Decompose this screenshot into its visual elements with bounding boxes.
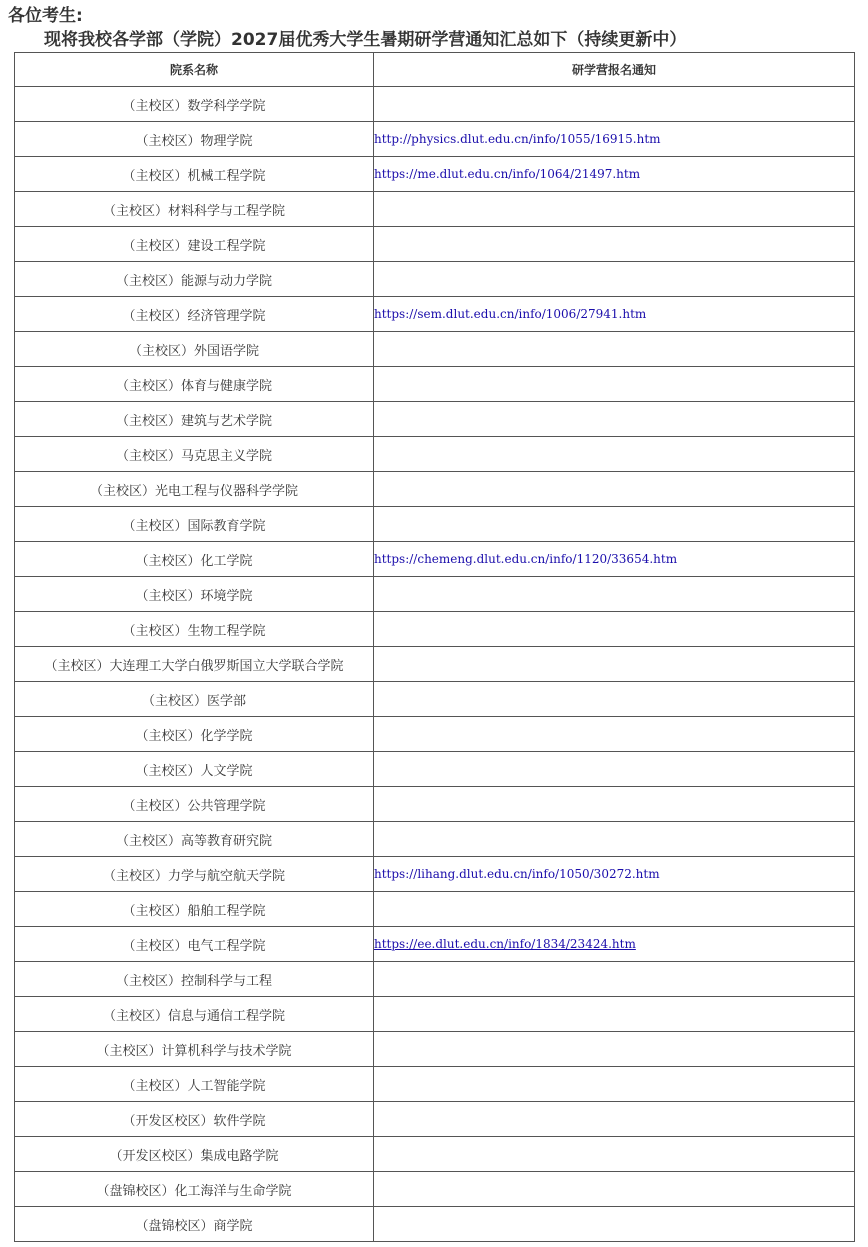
department-name: （主校区）数学科学学院 [15, 87, 374, 122]
notice-cell [374, 507, 855, 542]
notice-cell [374, 542, 855, 577]
notice-cell [374, 647, 855, 682]
department-name: （主校区）船舶工程学院 [15, 892, 374, 927]
table-row [15, 87, 855, 122]
table-row [15, 507, 855, 542]
notice-cell [374, 752, 855, 787]
notice-cell [374, 227, 855, 262]
table-row [15, 892, 855, 927]
department-name: （主校区）材料科学与工程学院 [15, 192, 374, 227]
table-row [15, 787, 855, 822]
table-row [15, 332, 855, 367]
table-row [15, 1207, 855, 1242]
department-name: （主校区）建筑与艺术学院 [15, 402, 374, 437]
notice-cell [374, 717, 855, 752]
department-name: （主校区）能源与动力学院 [15, 262, 374, 297]
notice-cell [374, 367, 855, 402]
notice-cell [374, 402, 855, 437]
table-row [15, 962, 855, 997]
notice-cell [374, 682, 855, 717]
notice-table [14, 52, 855, 1242]
notice-cell [374, 1137, 855, 1172]
notice-cell [374, 1172, 855, 1207]
notice-link[interactable]: https://ee.dlut.edu.cn/info/1834/23424.htm [374, 937, 636, 951]
intro-heading: 现将我校各学部（学院）2027届优秀大学生暑期研学营通知汇总如下（持续更新中） [44, 30, 687, 50]
department-name: （主校区）建设工程学院 [15, 227, 374, 262]
notice-cell [374, 787, 855, 822]
notice-cell [374, 262, 855, 297]
notice-cell [374, 297, 855, 332]
notice-link[interactable]: https://sem.dlut.edu.cn/info/1006/27941.htm [374, 307, 647, 321]
greeting-text: 各位考生: [8, 6, 83, 26]
department-name: （主校区）人工智能学院 [15, 1067, 374, 1102]
table-row [15, 297, 855, 332]
department-name: （开发区校区）集成电路学院 [15, 1137, 374, 1172]
notice-link[interactable]: http://physics.dlut.edu.cn/info/1055/16915.htm [374, 132, 661, 146]
department-name: （主校区）电气工程学院 [15, 927, 374, 962]
table-row [15, 1172, 855, 1207]
table-row [15, 997, 855, 1032]
table-row [15, 577, 855, 612]
header-notice: 研学营报名通知 [374, 53, 855, 87]
department-name: （主校区）控制科学与工程 [15, 962, 374, 997]
notice-cell [374, 437, 855, 472]
table-row [15, 682, 855, 717]
table-row [15, 752, 855, 787]
notice-cell [374, 472, 855, 507]
department-name: （主校区）医学部 [15, 682, 374, 717]
notice-cell [374, 822, 855, 857]
notice-cell [374, 332, 855, 367]
table-row [15, 822, 855, 857]
table-row [15, 927, 855, 962]
department-name: （主校区）公共管理学院 [15, 787, 374, 822]
table-row [15, 227, 855, 262]
department-name: （主校区）信息与通信工程学院 [15, 997, 374, 1032]
department-name: （主校区）外国语学院 [15, 332, 374, 367]
table-header-row [15, 53, 855, 87]
table-row [15, 1067, 855, 1102]
table-row [15, 1032, 855, 1067]
department-name: （主校区）物理学院 [15, 122, 374, 157]
notice-cell [374, 1032, 855, 1067]
department-name: （主校区）体育与健康学院 [15, 367, 374, 402]
table-row [15, 122, 855, 157]
department-name: （盘锦校区）商学院 [15, 1207, 374, 1242]
department-name: （主校区）马克思主义学院 [15, 437, 374, 472]
table-row [15, 437, 855, 472]
notice-cell [374, 612, 855, 647]
notice-cell [374, 1102, 855, 1137]
department-name: （主校区）光电工程与仪器科学学院 [15, 472, 374, 507]
notice-cell [374, 577, 855, 612]
department-name: （主校区）化工学院 [15, 542, 374, 577]
table-row [15, 402, 855, 437]
notice-cell [374, 192, 855, 227]
department-name: （主校区）环境学院 [15, 577, 374, 612]
notice-link[interactable]: https://chemeng.dlut.edu.cn/info/1120/33654.htm [374, 552, 678, 566]
department-name: （主校区）高等教育研究院 [15, 822, 374, 857]
department-name: （主校区）经济管理学院 [15, 297, 374, 332]
department-name: （主校区）大连理工大学白俄罗斯国立大学联合学院 [15, 647, 374, 682]
table-row [15, 192, 855, 227]
notice-cell [374, 857, 855, 892]
department-name: （主校区）机械工程学院 [15, 157, 374, 192]
header-department: 院系名称 [15, 53, 374, 87]
notice-link[interactable]: https://me.dlut.edu.cn/info/1064/21497.htm [374, 167, 641, 181]
table-row [15, 612, 855, 647]
notice-cell [374, 157, 855, 192]
notice-cell [374, 87, 855, 122]
notice-cell [374, 122, 855, 157]
department-name: （主校区）化学学院 [15, 717, 374, 752]
notice-cell [374, 962, 855, 997]
department-name: （盘锦校区）化工海洋与生命学院 [15, 1172, 374, 1207]
table-row [15, 857, 855, 892]
notice-cell [374, 892, 855, 927]
table-row [15, 1137, 855, 1172]
notice-link[interactable]: https://lihang.dlut.edu.cn/info/1050/30272.htm [374, 867, 660, 881]
table-row [15, 717, 855, 752]
table-row [15, 262, 855, 297]
notice-cell [374, 927, 855, 962]
table-row [15, 472, 855, 507]
table-row [15, 157, 855, 192]
department-name: （主校区）人文学院 [15, 752, 374, 787]
table-row [15, 1102, 855, 1137]
notice-cell [374, 1067, 855, 1102]
department-name: （主校区）生物工程学院 [15, 612, 374, 647]
department-name: （主校区）力学与航空航天学院 [15, 857, 374, 892]
table-row [15, 647, 855, 682]
table-body [15, 87, 855, 1242]
notice-cell [374, 1207, 855, 1242]
department-name: （开发区校区）软件学院 [15, 1102, 374, 1137]
department-name: （主校区）国际教育学院 [15, 507, 374, 542]
department-name: （主校区）计算机科学与技术学院 [15, 1032, 374, 1067]
table-row [15, 542, 855, 577]
notice-cell [374, 997, 855, 1032]
table-row [15, 367, 855, 402]
